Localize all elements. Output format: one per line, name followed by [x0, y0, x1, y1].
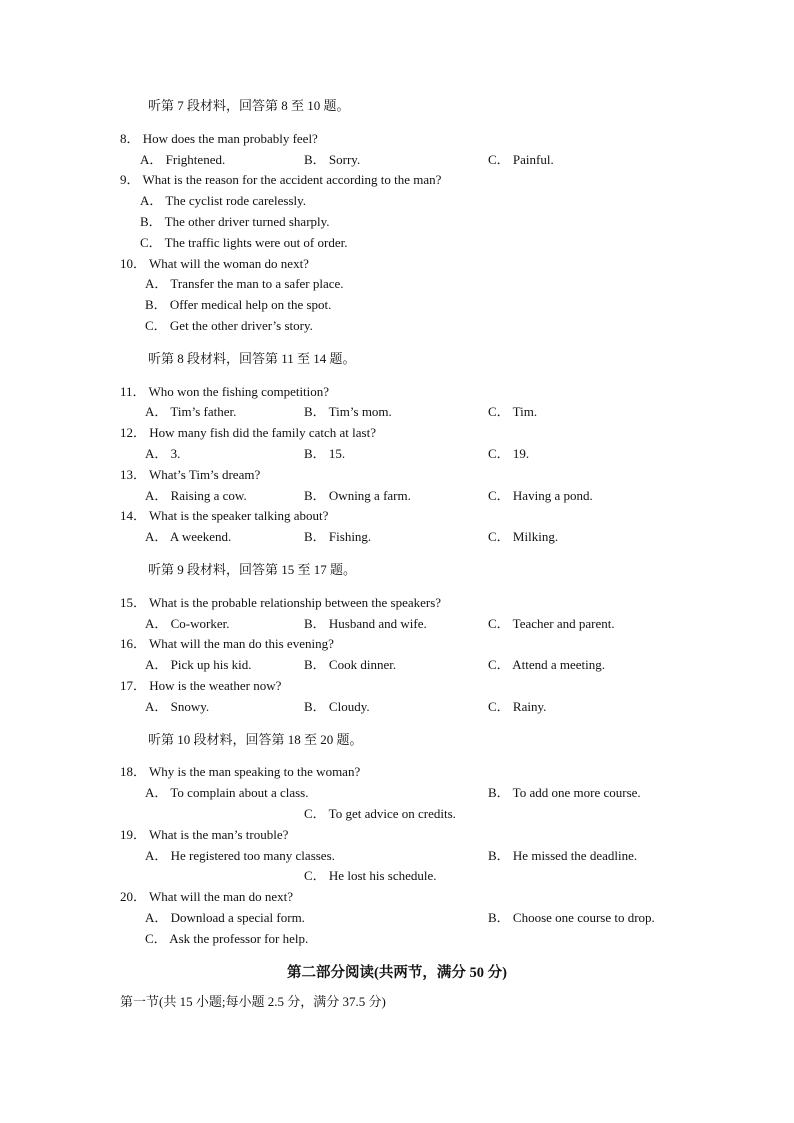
answer-option: B． Sorry. — [304, 152, 361, 167]
answer-option: B． Tim’s mom. — [304, 404, 392, 419]
question-stem: 12． How many fish did the family catch at last? — [120, 425, 376, 440]
answer-option: B． Owning a farm. — [304, 488, 411, 503]
answer-option: C． He lost his schedule. — [304, 868, 437, 883]
answer-option: B． Cloudy. — [304, 699, 370, 714]
question-stem: 11． Who won the fishing competition? — [120, 384, 330, 399]
answer-option: B． Cook dinner. — [304, 657, 397, 672]
question-stem: 13． What’s Tim’s dream? — [120, 467, 261, 482]
answer-option: C． Having a pond. — [488, 488, 593, 503]
question-stem: 10． What will the woman do next? — [120, 256, 309, 271]
answer-option: C． Tim. — [488, 404, 538, 419]
answer-option: B． 15. — [304, 446, 346, 461]
answer-option: A． Tim’s father. — [145, 404, 237, 419]
answer-option: C． Milking. — [488, 529, 559, 544]
answer-option: C． Get the other driver’s story. — [145, 318, 313, 333]
answer-option: A． Raising a cow. — [145, 488, 247, 503]
section-instruction: 听第 9 段材料，回答第 15 至 17 题。 — [148, 562, 357, 577]
answer-option: C． Rainy. — [488, 699, 547, 714]
answer-option: B． He missed the deadline. — [488, 848, 638, 863]
answer-option: B． To add one more course. — [488, 785, 641, 800]
answer-option: A． Download a special form. — [145, 910, 305, 925]
answer-option: A． Pick up his kid. — [145, 657, 252, 672]
answer-option: A． 3. — [145, 446, 181, 461]
answer-option: C． The traffic lights were out of order. — [140, 235, 348, 250]
answer-option: B． The other driver turned sharply. — [140, 214, 330, 229]
subsection-title: 第一节(共 15 小题;每小题 2.5 分，满分 37.5 分) — [120, 994, 386, 1009]
section-instruction: 听第 8 段材料，回答第 11 至 14 题。 — [148, 351, 356, 366]
answer-option: C． To get advice on credits. — [304, 806, 456, 821]
answer-option: A． A weekend. — [145, 529, 232, 544]
answer-option: B． Fishing. — [304, 529, 372, 544]
answer-option: C． Teacher and parent. — [488, 616, 615, 631]
answer-option: A． The cyclist rode carelessly. — [140, 193, 307, 208]
question-stem: 15． What is the probable relationship between the speakers? — [120, 595, 442, 610]
answer-option: A． He registered too many classes. — [145, 848, 335, 863]
answer-option: B． Offer medical help on the spot. — [145, 297, 332, 312]
answer-option: C． Ask the professor for help. — [145, 931, 309, 946]
answer-option: B． Choose one course to drop. — [488, 910, 655, 925]
section-instruction: 听第 7 段材料，回答第 8 至 10 题。 — [148, 98, 350, 113]
question-stem: 14． What is the speaker talking about? — [120, 508, 329, 523]
answer-option: A． Snowy. — [145, 699, 210, 714]
answer-option: A． Frightened. — [140, 152, 226, 167]
question-stem: 19． What is the man’s trouble? — [120, 827, 289, 842]
question-stem: 20． What will the man do next? — [120, 889, 294, 904]
answer-option: C． 19. — [488, 446, 530, 461]
question-stem: 8． How does the man probably feel? — [120, 131, 318, 146]
answer-option: C． Attend a meeting. — [488, 657, 605, 672]
question-stem: 18． Why is the man speaking to the woman? — [120, 764, 361, 779]
section-instruction: 听第 10 段材料，回答第 18 至 20 题。 — [148, 732, 363, 747]
answer-option: C． Painful. — [488, 152, 554, 167]
question-stem: 16． What will the man do this evening? — [120, 636, 334, 651]
answer-option: A． Co-worker. — [145, 616, 230, 631]
question-stem: 9． What is the reason for the accident according to the man? — [120, 172, 442, 187]
answer-option: A． To complain about a class. — [145, 785, 309, 800]
part-heading: 第二部分阅读(共两节，满分 50 分) — [287, 965, 507, 981]
answer-option: A． Transfer the man to a safer place. — [145, 276, 344, 291]
question-stem: 17． How is the weather now? — [120, 678, 282, 693]
answer-option: B． Husband and wife. — [304, 616, 427, 631]
